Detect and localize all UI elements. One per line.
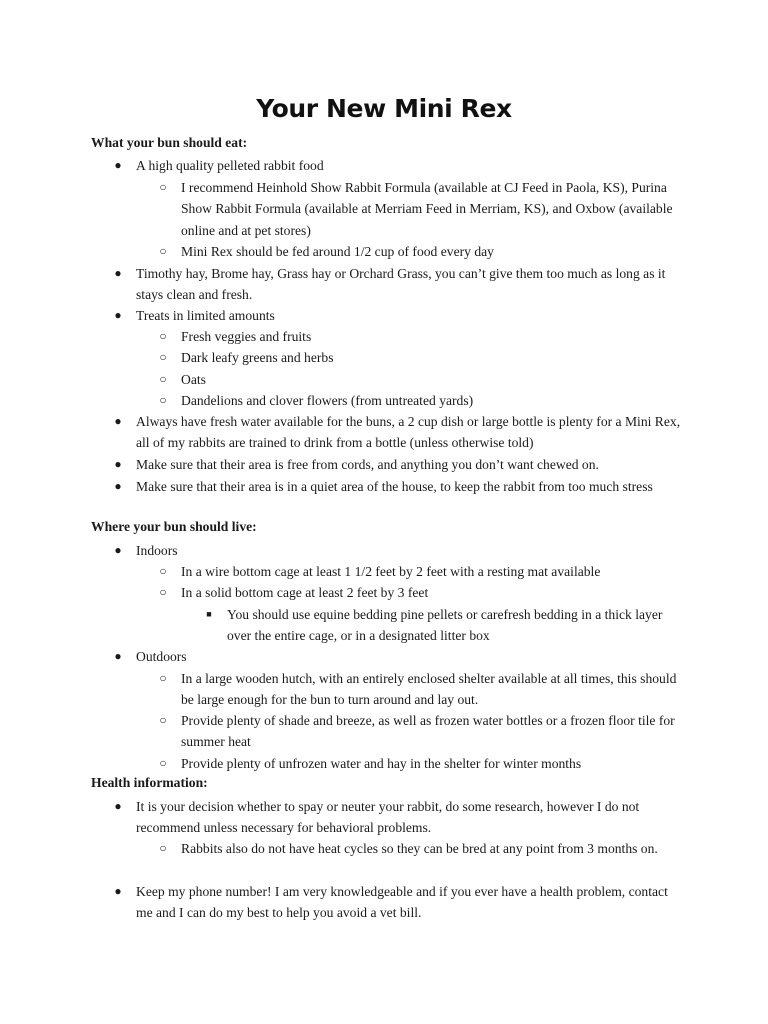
list-item: Rabbits also do not have heat cycles so they can be bred at any point from 3 months on. bbox=[181, 841, 658, 856]
section-heading-live: Where your bun should live: bbox=[91, 519, 257, 534]
list-item: Always have fresh water available for the buns, a 2 cup dish or large bottle is plenty for a Mini Rex, all of my rabbits are trained to drink from a bottle (unless otherwise told) bbox=[136, 414, 681, 451]
bullet-marker: ● bbox=[114, 884, 122, 898]
circle-marker: ○ bbox=[159, 180, 167, 194]
circle-marker: ○ bbox=[159, 671, 167, 685]
circle-marker: ○ bbox=[159, 841, 167, 855]
list-item: Dark leafy greens and herbs bbox=[181, 350, 334, 365]
list-item: Timothy hay, Brome hay, Grass hay or Orchard Grass, you can’t give them too much as long as it stays clean and fresh. bbox=[136, 266, 666, 303]
circle-marker: ○ bbox=[159, 713, 167, 727]
list-item: In a wire bottom cage at least 1 1/2 feet by 2 feet with a resting mat available bbox=[181, 564, 601, 579]
list-item: Indoors bbox=[136, 543, 178, 558]
bullet-marker: ● bbox=[114, 799, 122, 813]
circle-marker: ○ bbox=[159, 393, 167, 407]
list-item: Dandelions and clover flowers (from untreated yards) bbox=[181, 393, 474, 408]
bullet-marker: ● bbox=[114, 479, 122, 493]
bullet-marker: ● bbox=[114, 649, 122, 663]
circle-marker: ○ bbox=[159, 350, 167, 364]
circle-marker: ○ bbox=[159, 244, 167, 258]
bullet-marker: ● bbox=[114, 543, 122, 557]
list-item: Provide plenty of shade and breeze, as well as frozen water bottles or a frozen floor tile for summer heat bbox=[181, 713, 675, 750]
bullet-marker: ● bbox=[114, 158, 122, 172]
circle-marker: ○ bbox=[159, 329, 167, 343]
list-item: Make sure that their area is free from cords, and anything you don’t want chewed on. bbox=[136, 457, 599, 472]
list-item: Provide plenty of unfrozen water and hay in the shelter for winter months bbox=[181, 756, 582, 771]
list-item: A high quality pelleted rabbit food bbox=[136, 158, 324, 173]
bullet-marker: ● bbox=[114, 414, 122, 428]
bullet-marker: ● bbox=[114, 266, 122, 280]
list-item: Outdoors bbox=[136, 649, 187, 664]
list-item: Keep my phone number! I am very knowledgeable and if you ever have a health problem, contact me and I can do my best to help you avoid a vet bill. bbox=[136, 884, 668, 921]
list-item: It is your decision whether to spay or neuter your rabbit, do some research, however I do not recommend unless necessary for behavioral problems. bbox=[136, 799, 640, 836]
circle-marker: ○ bbox=[159, 564, 167, 578]
bullet-marker: ● bbox=[114, 457, 122, 471]
list-item: Oats bbox=[181, 372, 206, 387]
bullet-marker: ● bbox=[114, 308, 122, 322]
circle-marker: ○ bbox=[159, 372, 167, 386]
list-item: In a large wooden hutch, with an entirely enclosed shelter available at all times, this should be large enough for the bun to turn around and lay out. bbox=[181, 671, 677, 708]
page-title: Your New Mini Rex bbox=[256, 94, 512, 123]
list-item: Mini Rex should be fed around 1/2 cup of food every day bbox=[181, 244, 494, 259]
circle-marker: ○ bbox=[159, 756, 167, 770]
list-item: You should use equine bedding pine pellets or carefresh bedding in a thick layer over the entire cage, or in a designated litter box bbox=[227, 607, 663, 644]
circle-marker: ○ bbox=[159, 585, 167, 599]
section-heading-health: Health information: bbox=[91, 775, 208, 790]
list-item: Make sure that their area is in a quiet area of the house, to keep the rabbit from too much stress bbox=[136, 479, 653, 494]
list-item: Fresh veggies and fruits bbox=[181, 329, 312, 344]
list-item: I recommend Heinhold Show Rabbit Formula (available at CJ Feed in Paola, KS), Purina Show Rabbit Formula (available at Merriam Feed in Merriam, KS), and Oxbow (available online and at pet stores) bbox=[181, 180, 673, 238]
list-item: In a solid bottom cage at least 2 feet by 3 feet bbox=[181, 585, 429, 600]
list-item: Treats in limited amounts bbox=[136, 308, 275, 323]
square-marker: ■ bbox=[206, 609, 212, 619]
section-heading-eat: What your bun should eat: bbox=[91, 135, 248, 150]
